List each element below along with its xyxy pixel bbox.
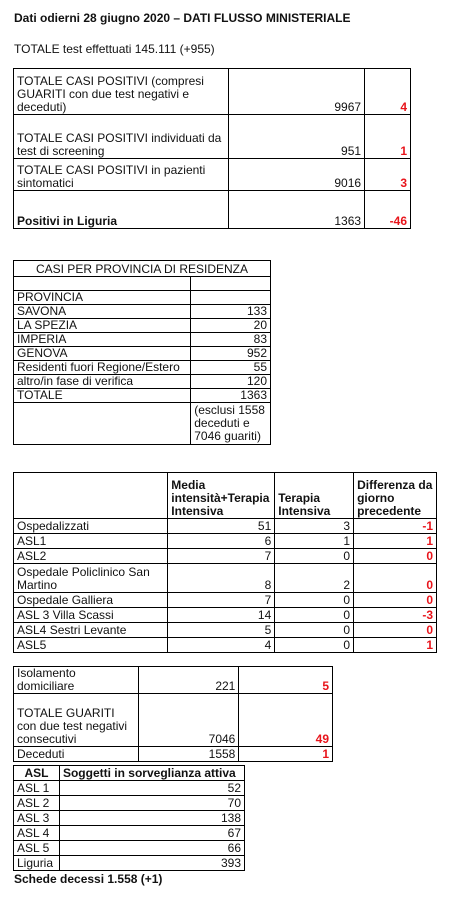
province-row	[14, 305, 271, 319]
empty-cell	[14, 403, 191, 445]
surveillance-value: 67	[59, 826, 244, 841]
hospital-diff: 0	[354, 564, 437, 593]
hospital-media: 51	[168, 519, 275, 534]
surveillance-name: ASL 3	[14, 811, 60, 826]
hospital-name: ASL 3 Villa Scassi	[14, 608, 168, 623]
hospital-name: ASL1	[14, 534, 168, 549]
status-table	[13, 666, 333, 762]
hospital-ti: 2	[275, 564, 354, 593]
summary-row-total	[14, 69, 411, 115]
hospital-ti: 0	[275, 593, 354, 608]
hospital-diff: 1	[354, 534, 437, 549]
summary-delta: 4	[365, 69, 411, 115]
province-table	[13, 260, 271, 445]
surveillance-name: Liguria	[14, 856, 60, 871]
surveillance-row	[14, 826, 245, 841]
province-row	[14, 347, 271, 361]
province-note: (esclusi 1558 deceduti e 7046 guariti)	[191, 403, 271, 445]
status-delta: 1	[239, 747, 333, 762]
summary-value: 1363	[229, 191, 365, 229]
hospital-row	[14, 608, 437, 623]
status-row	[14, 694, 333, 747]
summary-delta: 1	[365, 115, 411, 159]
surveillance-row	[14, 796, 245, 811]
status-delta: 49	[239, 694, 333, 747]
province-row	[14, 319, 271, 333]
province-name: Residenti fuori Regione/Estero	[14, 361, 191, 375]
hospital-ti: 0	[275, 608, 354, 623]
summary-table	[13, 68, 411, 229]
hospital-name: ASL5	[14, 638, 168, 653]
surveillance-name: ASL 5	[14, 841, 60, 856]
surveillance-value: 70	[59, 796, 244, 811]
province-name: altro/in fase di verifica	[14, 375, 191, 389]
hospital-name: Ospedalizzati	[14, 519, 168, 534]
hospital-ti: 0	[275, 623, 354, 638]
status-delta: 5	[239, 667, 333, 694]
province-row	[14, 375, 271, 389]
status-value: 7046	[138, 694, 239, 747]
hospital-row	[14, 564, 437, 593]
status-label: TOTALE GUARITI con due test negativi consecutivi	[14, 694, 139, 747]
surveillance-value: 393	[59, 856, 244, 871]
province-value: 1363	[191, 389, 271, 403]
surveillance-col-asl: ASL	[14, 766, 60, 781]
province-header: PROVINCIA	[14, 291, 191, 305]
province-name: TOTALE	[14, 389, 191, 403]
hospital-name: ASL4 Sestri Levante	[14, 623, 168, 638]
province-header-row	[14, 291, 271, 305]
summary-delta: 3	[365, 159, 411, 191]
summary-row-liguria	[14, 191, 411, 229]
page-title: Dati odierni 28 giugno 2020 – DATI FLUSSO MINISTERIALE	[14, 11, 351, 25]
province-row	[14, 361, 271, 375]
hospital-table	[13, 472, 437, 653]
province-row	[14, 333, 271, 347]
summary-row-screening	[14, 115, 411, 159]
status-label: Isolamento domiciliare	[14, 667, 139, 694]
summary-value: 9967	[229, 69, 365, 115]
empty-cell	[14, 473, 168, 519]
province-row-total	[14, 389, 271, 403]
status-value: 1558	[138, 747, 239, 762]
hospital-col-diff: Differenza da giorno precedente	[354, 473, 437, 519]
hospital-col-media: Media intensità+Terapia Intensiva	[168, 473, 275, 519]
hospital-ti: 1	[275, 534, 354, 549]
surveillance-name: ASL 4	[14, 826, 60, 841]
hospital-media: 14	[168, 608, 275, 623]
province-name: LA SPEZIA	[14, 319, 191, 333]
hospital-header-row	[14, 473, 437, 519]
summary-label: TOTALE CASI POSITIVI in pazienti sintomatici	[14, 159, 229, 191]
surveillance-value: 52	[59, 781, 244, 796]
footer-text: Schede decessi 1.558 (+1)	[14, 872, 163, 886]
hospital-row	[14, 534, 437, 549]
empty-cell	[191, 291, 271, 305]
summary-label: TOTALE CASI POSITIVI individuati da test di screening	[14, 115, 229, 159]
surveillance-row	[14, 811, 245, 826]
hospital-name: Ospedale Galliera	[14, 593, 168, 608]
summary-delta: -46	[365, 191, 411, 229]
surveillance-value: 138	[59, 811, 244, 826]
province-value: 55	[191, 361, 271, 375]
surveillance-col-subjects: Soggetti in sorveglianza attiva	[59, 766, 244, 781]
hospital-diff: 0	[354, 549, 437, 564]
status-label: Deceduti	[14, 747, 139, 762]
summary-value: 9016	[229, 159, 365, 191]
hospital-diff: -1	[354, 519, 437, 534]
total-tests-text: TOTALE test effettuati 145.111 (+955)	[14, 42, 215, 56]
summary-value: 951	[229, 115, 365, 159]
status-row	[14, 747, 333, 762]
hospital-diff: 0	[354, 593, 437, 608]
province-title: CASI PER PROVINCIA DI RESIDENZA	[14, 261, 271, 277]
hospital-diff: 1	[354, 638, 437, 653]
province-name: SAVONA	[14, 305, 191, 319]
province-name: GENOVA	[14, 347, 191, 361]
hospital-media: 5	[168, 623, 275, 638]
status-value: 221	[138, 667, 239, 694]
hospital-row	[14, 623, 437, 638]
surveillance-table	[13, 765, 245, 871]
province-value: 83	[191, 333, 271, 347]
hospital-media: 4	[168, 638, 275, 653]
surveillance-value: 66	[59, 841, 244, 856]
hospital-media: 8	[168, 564, 275, 593]
hospital-media: 7	[168, 549, 275, 564]
surveillance-name: ASL 2	[14, 796, 60, 811]
hospital-media: 6	[168, 534, 275, 549]
hospital-ti: 0	[275, 549, 354, 564]
summary-label: Positivi in Liguria	[14, 191, 229, 229]
hospital-row	[14, 549, 437, 564]
hospital-media: 7	[168, 593, 275, 608]
province-value: 120	[191, 375, 271, 389]
surveillance-row	[14, 781, 245, 796]
summary-label: TOTALE CASI POSITIVI (compresi GUARITI con due test negativi e deceduti)	[14, 69, 229, 115]
hospital-col-ti: Terapia Intensiva	[275, 473, 354, 519]
surveillance-header-row	[14, 766, 245, 781]
empty-cell	[191, 277, 271, 291]
hospital-name: ASL2	[14, 549, 168, 564]
hospital-row	[14, 593, 437, 608]
surveillance-name: ASL 1	[14, 781, 60, 796]
hospital-ti: 3	[275, 519, 354, 534]
hospital-diff: 0	[354, 623, 437, 638]
surveillance-row	[14, 856, 245, 871]
hospital-row	[14, 519, 437, 534]
surveillance-row	[14, 841, 245, 856]
hospital-diff: -3	[354, 608, 437, 623]
empty-cell	[14, 277, 191, 291]
province-name: IMPERIA	[14, 333, 191, 347]
summary-row-symptomatic	[14, 159, 411, 191]
hospital-ti: 0	[275, 638, 354, 653]
province-note-row	[14, 403, 271, 445]
province-value: 20	[191, 319, 271, 333]
province-value: 133	[191, 305, 271, 319]
hospital-name: Ospedale Policlinico San Martino	[14, 564, 168, 593]
hospital-row	[14, 638, 437, 653]
province-value: 952	[191, 347, 271, 361]
status-row	[14, 667, 333, 694]
